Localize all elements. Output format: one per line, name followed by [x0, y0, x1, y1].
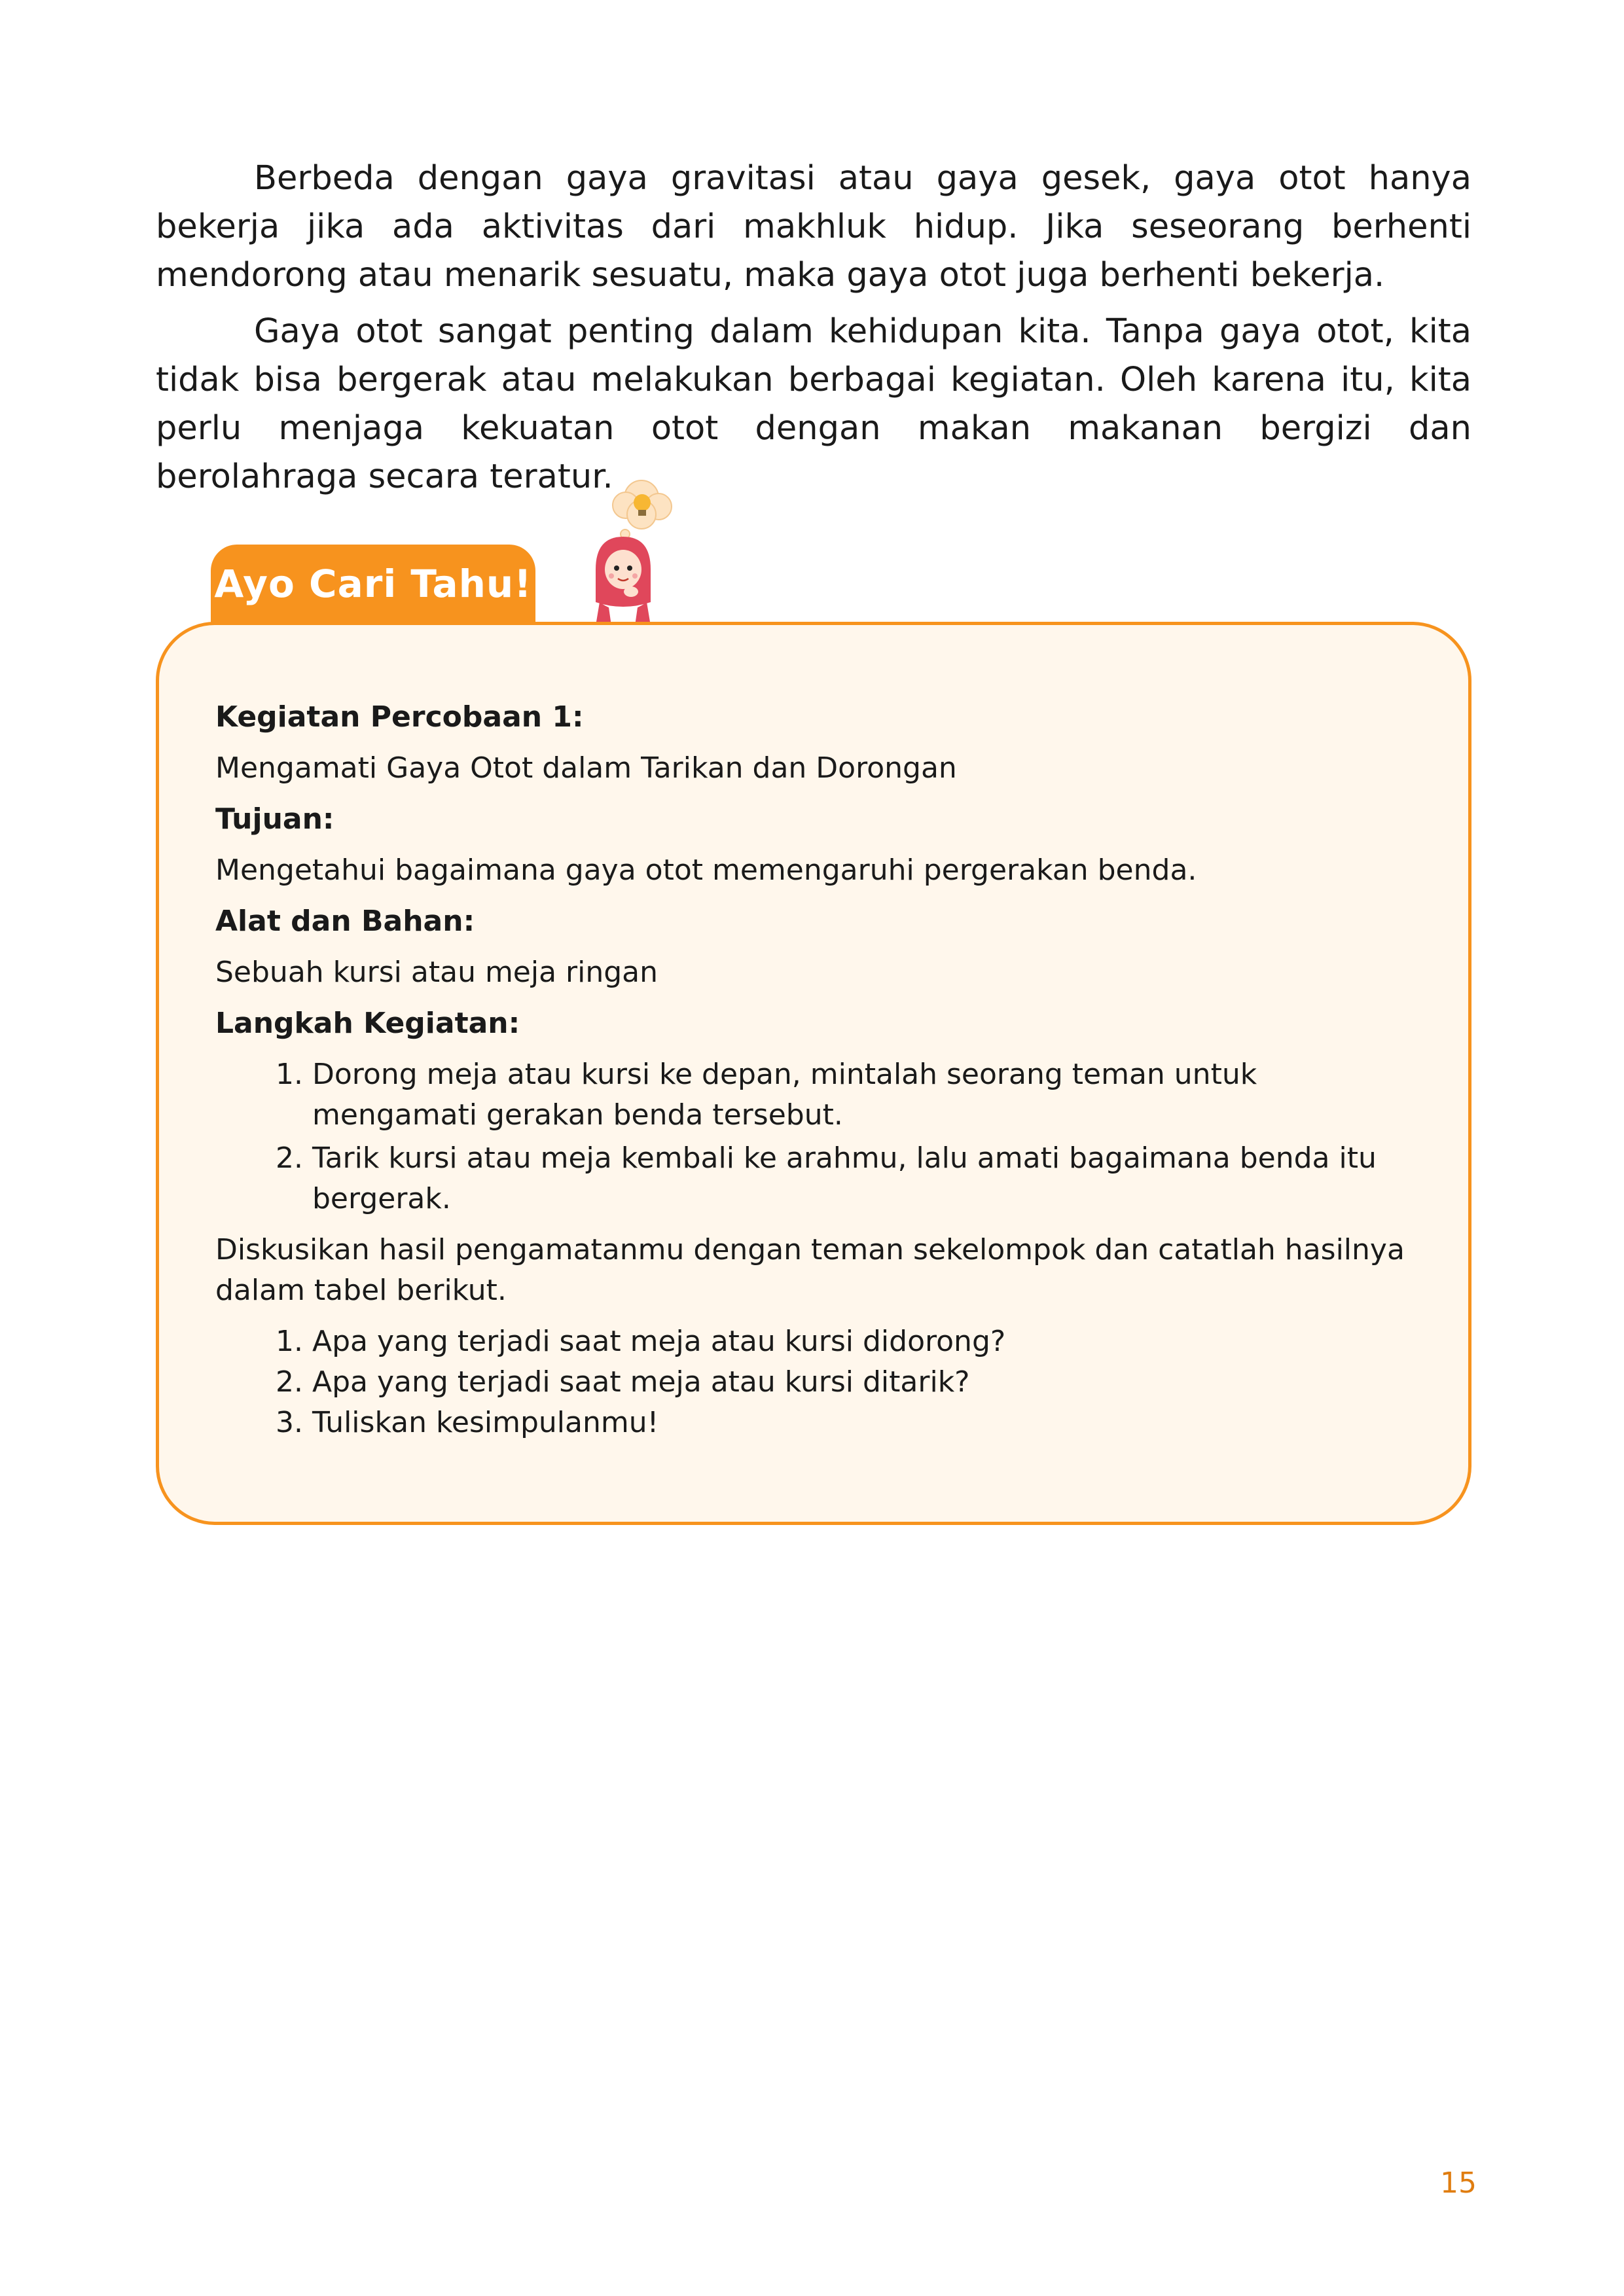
page-number: 15 [1440, 2166, 1477, 2200]
goal-heading: Tujuan: [215, 802, 334, 836]
steps-list [215, 1054, 1413, 1219]
materials-heading: Alat dan Bahan: [215, 905, 475, 938]
intro-paragraph-2: Gaya otot sangat penting dalam kehidupan kita. Tanpa gaya otot, kita tidak bisa bergerak atau melakukan berbagai kegiatan. Oleh karena itu, kita perlu menjaga kekuatan otot dengan makan makanan bergizi dan berolahraga secara teratur. [156, 312, 1471, 496]
activity-content [215, 697, 1413, 1454]
goal-text: Mengetahui bagaimana gaya otot memengaruhi pergerakan benda. [215, 853, 1197, 887]
activity-title: Mengamati Gaya Otot dalam Tarikan dan Dorongan [215, 751, 957, 785]
materials-text: Sebuah kursi atau meja ringan [215, 956, 659, 989]
questions-list [215, 1321, 1413, 1443]
intro-paragraph-1: Berbeda dengan gaya gravitasi atau gaya gesek, gaya otot hanya bekerja jika ada aktivitas dari makhluk hidup. Jika seseorang berhenti mendorong atau menarik sesuatu, maka gaya otot juga berhenti bekerja. [156, 159, 1471, 295]
step-item: 2. Tarik kursi atau meja kembali ke arahmu, lalu amati bagaimana benda itu bergerak. [312, 1138, 1413, 1219]
intro-text [156, 154, 1471, 509]
activity-heading: Kegiatan Percobaan 1: [215, 700, 584, 734]
question-item: 3. Tuliskan kesimpulanmu! [312, 1403, 1413, 1443]
activity-box [156, 622, 1471, 1525]
discussion-text: Diskusikan hasil pengamatanmu dengan teman sekelompok dan catatlah hasilnya dalam tabel berikut. [215, 1233, 1405, 1307]
section-tab [211, 545, 535, 623]
thinking-girl-with-lightbulb-icon [563, 471, 694, 628]
steps-heading: Langkah Kegiatan: [215, 1007, 520, 1040]
step-item: 1. Dorong meja atau kursi ke depan, mintalah seorang teman untuk mengamati gerakan benda tersebut. [312, 1054, 1413, 1136]
question-item: 2. Apa yang terjadi saat meja atau kursi ditarik? [312, 1362, 1413, 1403]
section-tab-label: Ayo Cari Tahu! [214, 562, 532, 606]
question-item: 1. Apa yang terjadi saat meja atau kursi didorong? [312, 1321, 1413, 1362]
